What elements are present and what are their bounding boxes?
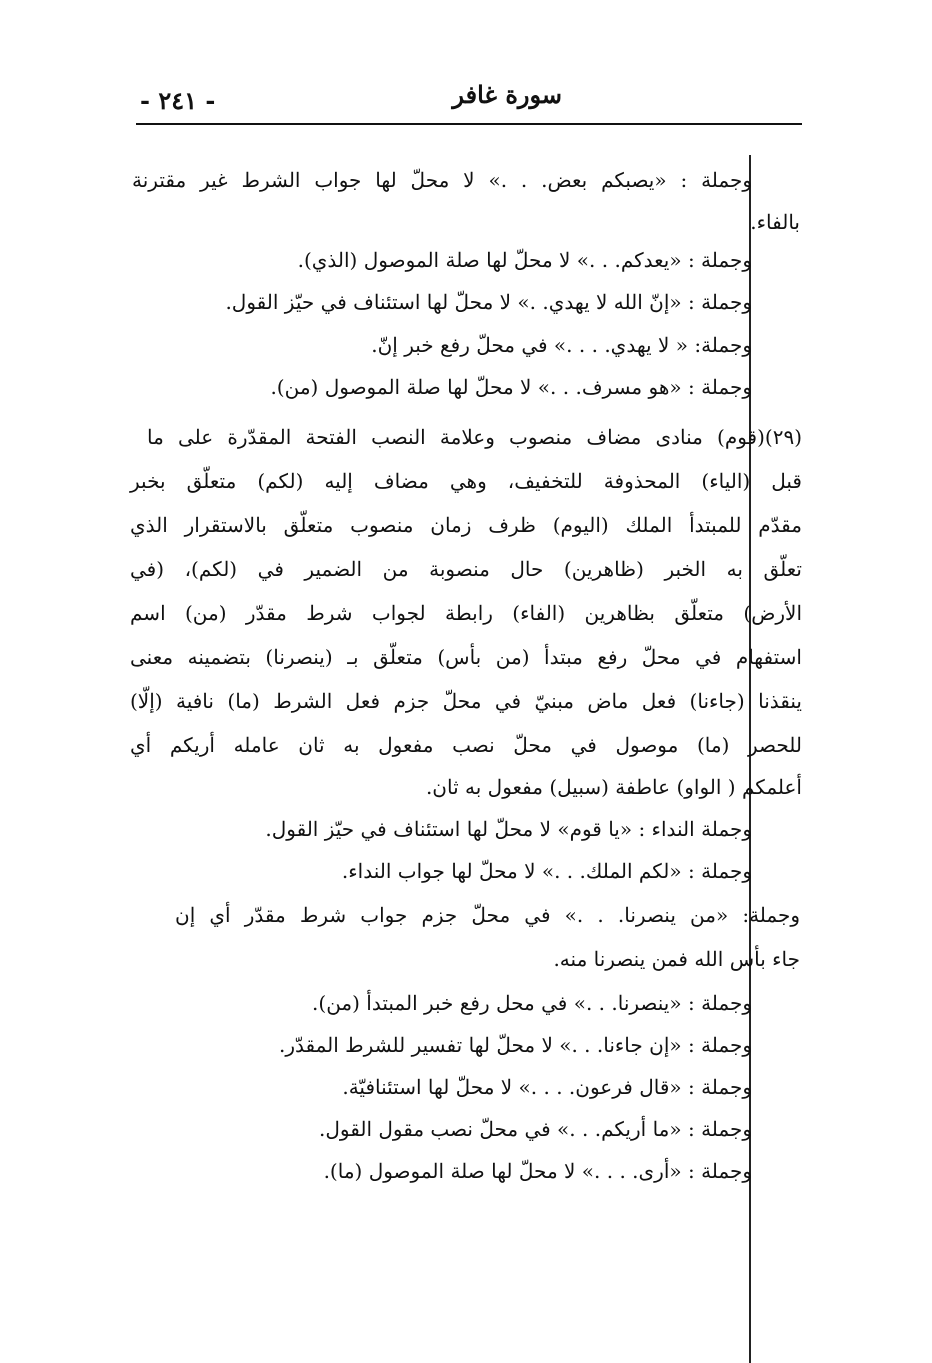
- text-line: استفهام في محلّ رفع مبتدأ (من بأس) متعلّق بـ (ينصرنا) بتضمينه معنى: [130, 645, 802, 669]
- text-line: وجملة : «ما أريكم. . .» في محلّ نصب مقول القول.: [319, 1117, 752, 1141]
- text-line: وجملة: «من ينصرنا. . .» في محلّ جزم جواب شرط مقدّر أي إن: [175, 903, 800, 927]
- text-line: ينقذنا (جاءنا) فعل ماض مبنيّ في محلّ جزم فعل الشرط (ما) نافية (إلّا): [130, 689, 802, 713]
- text-line: جاء بأس الله فمن ينصرنا منه.: [553, 947, 800, 971]
- text-line: وجملة : «لكم الملك. . .» لا محلّ لها جواب النداء.: [341, 859, 752, 883]
- text-line: وجملة : «قال فرعون. . . .» لا محلّ لها استئنافيّة.: [342, 1075, 752, 1099]
- text-line: للحصر (ما) موصول في محلّ نصب مفعول به ثان عامله أريكم أي: [130, 733, 802, 757]
- text-line: وجملة : «يصبكم بعض. . .» لا محلّ لها جواب الشرط غير مقترنة: [132, 168, 752, 192]
- text-line: وجملة : «يعدكم. . .» لا محلّ لها صلة الموصول (الذي).: [297, 248, 752, 272]
- text-line: وجملة : «هو مسرف. . .» لا محلّ لها صلة الموصول (من).: [270, 375, 752, 399]
- text-line: وجملة : «ينصرنا. . .» في محل رفع خبر المبتدأ (من).: [312, 991, 752, 1015]
- text-line: الأرض) متعلّق بظاهرين (الفاء) رابطة لجواب شرط مقدّر (من) اسم: [130, 601, 802, 625]
- text-line: (٢٩)(قوم) منادى مضاف منصوب وعلامة النصب الفتحة المقدّرة على ما: [147, 425, 802, 449]
- surah-title: سورة غافر: [452, 80, 562, 109]
- text-line: قبل (الياء) المحذوفة للتخفيف، وهي مضاف إليه (لكم) متعلّق بخبر: [130, 469, 802, 493]
- text-line: وجملة النداء : «يا قوم» لا محلّ لها استئناف في حيّز القول.: [265, 817, 752, 841]
- header-rule: [136, 123, 802, 125]
- text-line: وجملة : «إن جاءنا. . .» لا محلّ لها تفسير للشرط المقدّر.: [278, 1033, 752, 1057]
- text-line: وجملة : «أرى. . . .» لا محلّ لها صلة الموصول (ما).: [323, 1159, 752, 1183]
- text-line: بالفاء.: [750, 210, 800, 234]
- text-line: تعلّق به الخبر (ظاهرين) حال منصوبة من الضمير في (لكم)، (في: [130, 557, 802, 581]
- text-line: وجملة : «إنّ الله لا يهدي. .» لا محلّ لها استئناف في حيّز القول.: [225, 290, 752, 314]
- page-number: - ٢٤١ -: [140, 86, 216, 115]
- text-line: مقدّم للمبتدأ الملك (اليوم) ظرف زمان منصوب متعلّق بالاستقرار الذي: [130, 513, 802, 537]
- text-line: وجملة: « لا يهدي. . . .» في محلّ رفع خبر إنّ.: [371, 333, 752, 357]
- text-line: أعلمكم ( الواو) عاطفة (سبيل) مفعول به ثان.: [425, 775, 802, 799]
